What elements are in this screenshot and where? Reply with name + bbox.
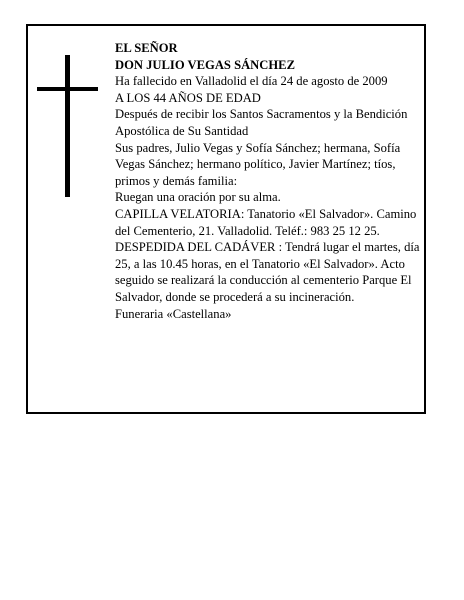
obituary-text — [115, 40, 420, 322]
family-list: Sus padres, Julio Vegas y Sofía Sánchez; hermana, Sofía Vegas Sánchez; hermano político, Javier Martínez; tíos, primos y demás familia: — [115, 140, 401, 188]
prayer-request: Ruegan una oración por su alma. — [115, 190, 281, 205]
age-line: A LOS 44 AÑOS DE EDAD — [115, 90, 261, 105]
cross-vertical-bar — [65, 55, 70, 197]
sacraments-line: Después de recibir los Santos Sacramentos y la Bendición Apostólica de Su Santidad — [115, 107, 408, 138]
death-announcement: Ha fallecido en Valladolid el día 24 de agosto de 2009 — [115, 74, 388, 89]
deceased-name: DON JULIO VEGAS SÁNCHEZ — [115, 57, 295, 72]
farewell-info: DESPEDIDA DEL CADÁVER : Tendrá lugar el martes, día 25, a las 10.45 horas, en el Tanatorio «El Salvador». Acto seguido se realizará la conducción al cementerio Parque El Salvador, donde se procederá a su incineración. — [115, 240, 420, 304]
notice-title: EL SEÑOR — [115, 41, 178, 55]
cross-horizontal-bar — [37, 87, 98, 91]
funeral-home: Funeraria «Castellana» — [115, 306, 232, 321]
wake-chapel-info: CAPILLA VELATORIA: Tanatorio «El Salvador». Camino del Cementerio, 21. Valladolid. Teléf.: 983 25 12 25. — [115, 206, 417, 238]
latin-cross-icon — [37, 55, 98, 197]
